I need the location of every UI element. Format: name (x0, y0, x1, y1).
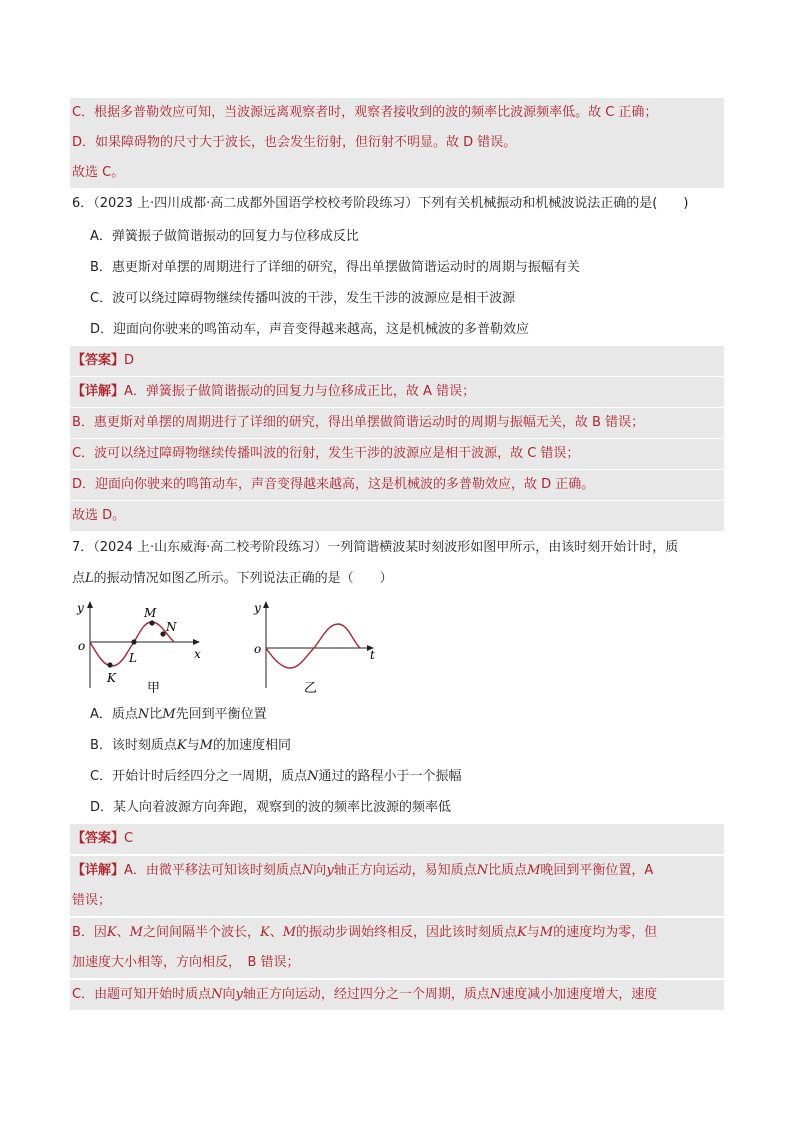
jia-caption: 甲 (147, 681, 161, 696)
detail-7-b-cont: 加速度大小相等，方向相反， B 错误； (70, 948, 724, 978)
text-span: 的加速度相同 (212, 738, 291, 753)
yi-origin-label: o (254, 642, 262, 656)
text-span: 通过的路程小于一个振幅 (318, 769, 462, 784)
jia-y-label: y (77, 601, 84, 615)
text-span: 速度减小加速度增大，速度 (501, 987, 658, 1002)
symbol-N: N (211, 987, 223, 1002)
solution-line-c5: C．根据多普勒效应可知，当波源远离观察者时，观察者接收到的波的频率比波源频率低。故 C 正确； (70, 98, 724, 128)
symbol-M: M (199, 738, 213, 753)
symbol-M: M (539, 925, 554, 940)
text-span: 与 (186, 738, 200, 753)
detail-6-d: D．迎面向你驶来的鸣笛动车，声音变得越来越高，这是机械波的多普勒效应，故 D 正确。 (70, 470, 724, 500)
figure-yi-vibration-graph (248, 598, 384, 696)
detail-7-c (70, 980, 724, 1010)
answer-tag: 【答案】 (72, 831, 125, 846)
symbol-L: L (85, 571, 94, 586)
text-span: 的振动步调始终相反，因此该时刻质点 (296, 925, 518, 940)
symbol-K: K (517, 925, 527, 940)
detail-text: A．弹簧振子做简谐振动的回复力与位移成正比，故 A 错误； (124, 384, 476, 399)
text-span: C．开始计时后经四分之一周期，质点 (90, 769, 308, 784)
detail-6-a (70, 377, 724, 407)
question-7-option-b (70, 731, 724, 761)
question-6-option-d: D．迎面向你驶来的鸣笛动车，声音变得越来越高，这是机械波的多普勒效应 (90, 322, 530, 337)
text-span: 、 (116, 925, 130, 940)
answer-6 (70, 346, 724, 376)
detail-7-a-cont: 错误； (70, 886, 724, 916)
figure-jia-wave-graph (70, 598, 210, 696)
yi-caption: 乙 (304, 681, 318, 696)
jia-point-L: L (129, 651, 137, 665)
text-span: B．因 (72, 925, 107, 940)
question-6-option-c: C．波可以绕过障碍物继续传播叫波的干涉，发生干涉的波源应是相干波源 (90, 291, 516, 306)
symbol-N: N (301, 863, 314, 878)
symbol-M: M (129, 925, 143, 940)
answer-value: D (124, 353, 135, 368)
text-span: A．质点 (90, 707, 138, 722)
detail-7-b (70, 918, 724, 948)
question-7-stem-line1: 7．（2024 上·山东威海·高二校考阶段练习）一列简谐横波某时刻波形如图甲所示，由该时刻开始计时，质 (72, 540, 679, 555)
symbol-N: N (476, 863, 489, 878)
symbol-K: K (259, 925, 270, 940)
text-span: 与 (526, 925, 540, 940)
text-span: B．该时刻质点 (90, 738, 177, 753)
answer-7 (70, 824, 724, 854)
symbol-N: N (307, 769, 319, 784)
symbol-y: y (235, 987, 243, 1002)
text-span: 向 (222, 987, 236, 1002)
jia-origin-label: o (78, 639, 86, 653)
question-7-option-d: D．某人向着波源方向奔跑，观察到的波的频率比波源的频率低 (90, 800, 452, 815)
answer-value: C (124, 831, 134, 846)
text-span: C．由题可知开始时质点 (72, 987, 212, 1002)
detail-6-choose: 故选 D。 (70, 501, 724, 531)
detail-7-a (70, 856, 724, 886)
jia-x-label: x (194, 647, 201, 661)
text-span: 轴正方向运动，经过四分之一个周期，质点 (242, 987, 490, 1002)
symbol-M: M (162, 707, 176, 722)
text-span: 、 (269, 925, 283, 940)
symbol-N: N (137, 707, 150, 722)
text-span: A．由微平移法可知该时刻质点 (124, 863, 302, 878)
yi-y-label: y (254, 601, 261, 615)
detail-tag: 【详解】 (72, 863, 125, 878)
text-span: 点 (72, 571, 86, 586)
question-6-option-a: A．弹簧振子做简谐振动的回复力与位移成反比 (90, 229, 359, 244)
detail-tag: 【详解】 (72, 384, 125, 399)
text-span: 的速度均为零，但 (553, 925, 658, 940)
yi-t-label: t (370, 648, 375, 662)
text-span: 先回到平衡位置 (175, 707, 267, 722)
text-span: 轴正方向运动，易知质点 (333, 863, 477, 878)
text-span: 比 (149, 707, 163, 722)
symbol-N: N (489, 987, 502, 1002)
answer-tag: 【答案】 (72, 353, 125, 368)
solution-line-d5: D．如果障碍物的尺寸大于波长，也会发生衍射，但衍射不明显。故 D 错误。 (70, 128, 724, 158)
text-span: 比质点 (488, 863, 528, 878)
jia-point-N: N (166, 620, 177, 634)
symbol-M: M (282, 925, 297, 940)
detail-6-b: B．惠更斯对单摆的周期进行了详细的研究，得出单摆做简谐运动时的周期与振幅无关，故 B 错误； (70, 408, 724, 438)
symbol-y: y (326, 863, 334, 878)
jia-point-K: K (107, 671, 116, 685)
text-span: 晚回到平衡位置，A (540, 863, 654, 878)
symbol-K: K (176, 738, 187, 753)
symbol-K: K (106, 925, 117, 940)
text-span: 之间间隔半个波长， (142, 925, 260, 940)
text-span: 向 (313, 863, 327, 878)
question-6-stem: 6．（2023 上·四川成都·高二成都外国语学校校考阶段练习）下列有关机械振动和机械波说法正确的是( ) (72, 196, 689, 211)
symbol-M: M (527, 863, 541, 878)
text-span: 的振动情况如图乙所示。下列说法正确的是（ ） (93, 571, 393, 586)
question-7-option-a (70, 700, 724, 730)
jia-point-M: M (144, 606, 157, 620)
question-7-stem-line2 (70, 564, 724, 594)
solution-choose5: 故选 C。 (70, 158, 724, 188)
detail-6-c: C．波可以绕过障碍物继续传播叫波的衍射，发生干涉的波源应是相干波源，故 C 错误； (70, 439, 724, 469)
question-6-option-b: B．惠更斯对单摆的周期进行了详细的研究，得出单摆做简谐运动时的周期与振幅有关 (90, 260, 580, 275)
question-7-option-c (70, 762, 724, 792)
